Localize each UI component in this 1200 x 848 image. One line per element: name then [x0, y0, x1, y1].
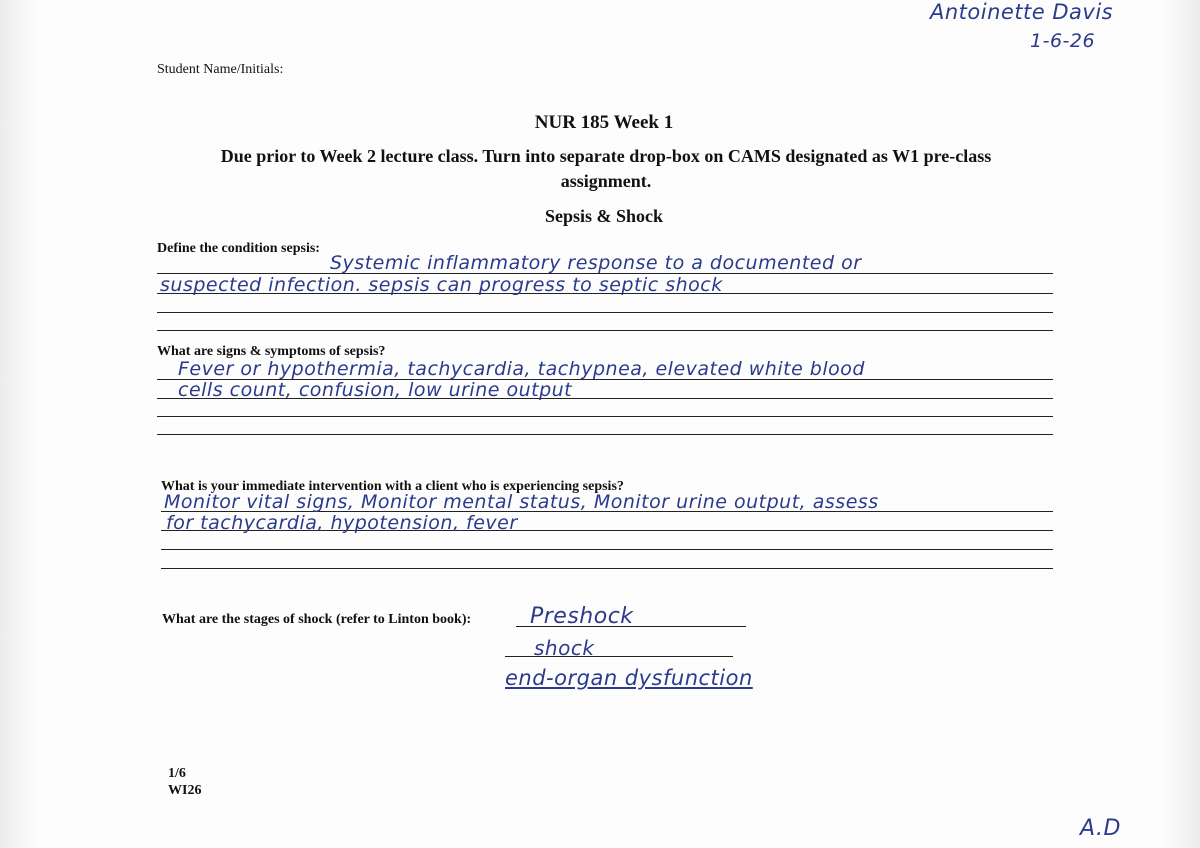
handwritten-date: 1-6-26 — [1030, 30, 1096, 52]
handwritten-initials: A.D — [1080, 816, 1121, 841]
student-name-label: Student Name/Initials: — [157, 62, 284, 77]
page-number: 1/6 — [168, 766, 186, 781]
shock-stage-answer: end-organ dysfunction — [505, 666, 753, 690]
shock-question-prompt: What are the stages of shock (refer to Linton book): — [162, 612, 472, 627]
instructions-line-2: assignment. — [560, 171, 652, 191]
handwritten-answer: Systemic inflammatory response to a documented or — [330, 252, 862, 274]
shock-stage-answer: shock — [534, 636, 595, 660]
answer-rule — [161, 568, 1053, 569]
question-prompt: What is your immediate intervention with a client who is experiencing sepsis? — [161, 479, 624, 494]
question-prompt: What are signs & symptoms of sepsis? — [157, 344, 386, 359]
answer-rule — [157, 312, 1053, 313]
course-title: NUR 185 Week 1 — [534, 112, 674, 133]
answer-rule — [157, 416, 1053, 417]
handwritten-answer: suspected infection. sepsis can progress to septic shock — [160, 274, 723, 296]
term-code: WI26 — [168, 783, 202, 798]
handwritten-answer: Fever or hypothermia, tachycardia, tachypnea, elevated white blood — [178, 358, 865, 380]
answer-rule — [157, 330, 1053, 331]
handwritten-name: Antoinette Davis — [930, 0, 1114, 24]
answer-rule — [157, 434, 1053, 435]
answer-rule — [161, 549, 1053, 550]
shock-stage-answer: Preshock — [530, 604, 634, 629]
question-prompt: Define the condition sepsis: — [157, 241, 320, 256]
handwritten-answer: Monitor vital signs, Monitor mental status, Monitor urine output, assess — [164, 491, 879, 513]
topic-title: Sepsis & Shock — [544, 206, 664, 226]
handwritten-answer: cells count, confusion, low urine output — [178, 379, 573, 401]
handwritten-answer: for tachycardia, hypotension, fever — [166, 512, 518, 534]
instructions-line-1: Due prior to Week 2 lecture class. Turn into separate drop-box on CAMS designated as W1 pre-class — [220, 146, 992, 166]
